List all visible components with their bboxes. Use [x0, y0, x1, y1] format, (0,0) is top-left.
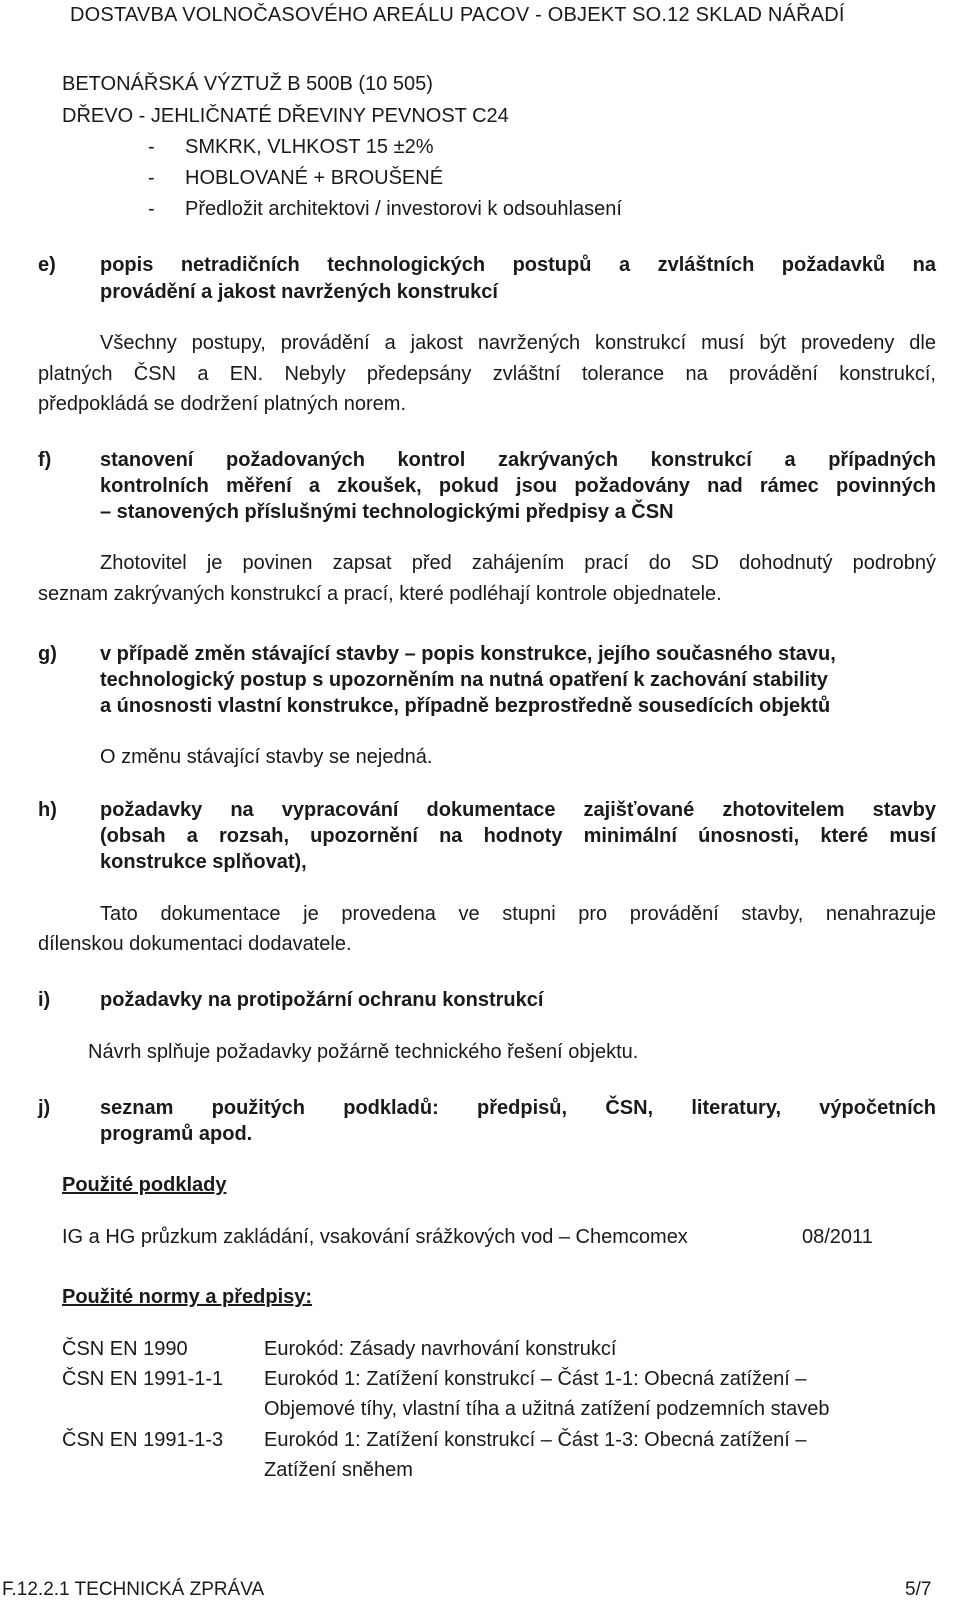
material-item: HOBLOVANÉ + BROUŠENÉ [185, 167, 444, 189]
norm-desc: Zatížení sněhem [264, 1459, 413, 1481]
norm-code: ČSN EN 1990 [62, 1338, 188, 1360]
source-item-text: IG a HG průzkum zakládání, vsakování srážkových vod – Chemcomex [62, 1226, 688, 1248]
sources-title: Použité podklady [62, 1174, 227, 1196]
section-h-heading: konstrukce splňovat), [100, 851, 307, 873]
footer-doc-id: F.12.2.1 TECHNICKÁ ZPRÁVA [2, 1579, 265, 1600]
section-f-label: f) [38, 449, 52, 471]
section-e-heading: popis netradičních technologických postupů a zvláštních požadavků na [100, 254, 936, 276]
footer-page-number: 5/7 [905, 1579, 932, 1600]
section-h-heading: (obsah a rozsah, upozornění na hodnoty minimální únosnosti, které musí [100, 825, 936, 847]
section-e-label: e) [38, 254, 56, 276]
norm-desc: Eurokód 1: Zatížení konstrukcí – Část 1-1: Obecná zatížení – [264, 1368, 807, 1390]
section-j-label: j) [38, 1097, 51, 1119]
material-item-dash: - [148, 136, 155, 158]
norm-code: ČSN EN 1991-1-3 [62, 1429, 224, 1451]
material-item: Předložit architektovi / investorovi k odsouhlasení [185, 198, 622, 220]
section-i-label: i) [38, 989, 51, 1011]
norm-desc: Eurokód 1: Zatížení konstrukcí – Část 1-3: Obecná zatížení – [264, 1429, 807, 1451]
page-header: DOSTAVBA VOLNOČASOVÉHO AREÁLU PACOV - OBJEKT SO.12 SKLAD NÁŘADÍ [70, 4, 845, 26]
section-e-body: předpokládá se dodržení platných norem. [38, 393, 407, 415]
norms-title: Použité normy a předpisy: [62, 1286, 313, 1308]
norm-code: ČSN EN 1991-1-1 [62, 1368, 224, 1390]
material-rebar: BETONÁŘSKÁ VÝZTUŽ B 500B (10 505) [62, 73, 433, 95]
section-h-body: Tato dokumentace je provedena ve stupni pro provádění stavby, nenahrazuje [100, 903, 936, 925]
material-wood: DŘEVO - JEHLIČNATÉ DŘEVINY PEVNOST C24 [62, 105, 509, 127]
section-f-heading: – stanovených příslušnými technologickými předpisy a ČSN [100, 501, 674, 523]
material-item: SMKRK, VLHKOST 15 ±2% [185, 136, 434, 158]
section-e-body: platných ČSN a EN. Nebyly předepsány zvláštní tolerance na provádění konstrukcí, [38, 363, 936, 385]
section-g-heading: a únosnosti vlastní konstrukce, případně bezprostředně sousedících objektů [100, 695, 831, 717]
section-i-body: Návrh splňuje požadavky požárně technického řešení objektu. [88, 1041, 639, 1063]
section-h-body: dílenskou dokumentaci dodavatele. [38, 933, 352, 955]
material-item-dash: - [148, 198, 155, 220]
section-h-heading: požadavky na vypracování dokumentace zajišťované zhotovitelem stavby [100, 799, 936, 821]
section-g-heading: v případě změn stávající stavby – popis konstrukce, jejího současného stavu, [100, 643, 836, 665]
source-item-date: 08/2011 [802, 1226, 873, 1248]
norm-desc: Objemové tíhy, vlastní tíha a užitná zatížení podzemních staveb [264, 1398, 830, 1420]
section-e-heading: provádění a jakost navržených konstrukcí [100, 281, 498, 303]
section-f-body: seznam zakrývaných konstrukcí a prací, které podléhají kontrole objednatele. [38, 583, 722, 605]
norm-desc: Eurokód: Zásady navrhování konstrukcí [264, 1338, 617, 1360]
section-f-heading: stanovení požadovaných kontrol zakrývaných konstrukcí a případných [100, 449, 936, 471]
section-j-heading: programů apod. [100, 1123, 253, 1145]
section-f-heading: kontrolních měření a zkoušek, pokud jsou požadovány nad rámec povinných [100, 475, 936, 497]
section-g-label: g) [38, 643, 57, 665]
section-e-body: Všechny postupy, provádění a jakost navržených konstrukcí musí být provedeny dle [100, 332, 936, 354]
section-i-heading: požadavky na protipožární ochranu konstrukcí [100, 989, 544, 1011]
section-g-body: O změnu stávající stavby se nejedná. [100, 746, 433, 768]
section-h-label: h) [38, 799, 57, 821]
section-j-heading: seznam použitých podkladů: předpisů, ČSN, literatury, výpočetních [100, 1097, 936, 1119]
material-item-dash: - [148, 167, 155, 189]
section-f-body: Zhotovitel je povinen zapsat před zahájením prací do SD dohodnutý podrobný [100, 552, 936, 574]
section-g-heading: technologický postup s upozorněním na nutná opatření k zachování stability [100, 669, 828, 691]
